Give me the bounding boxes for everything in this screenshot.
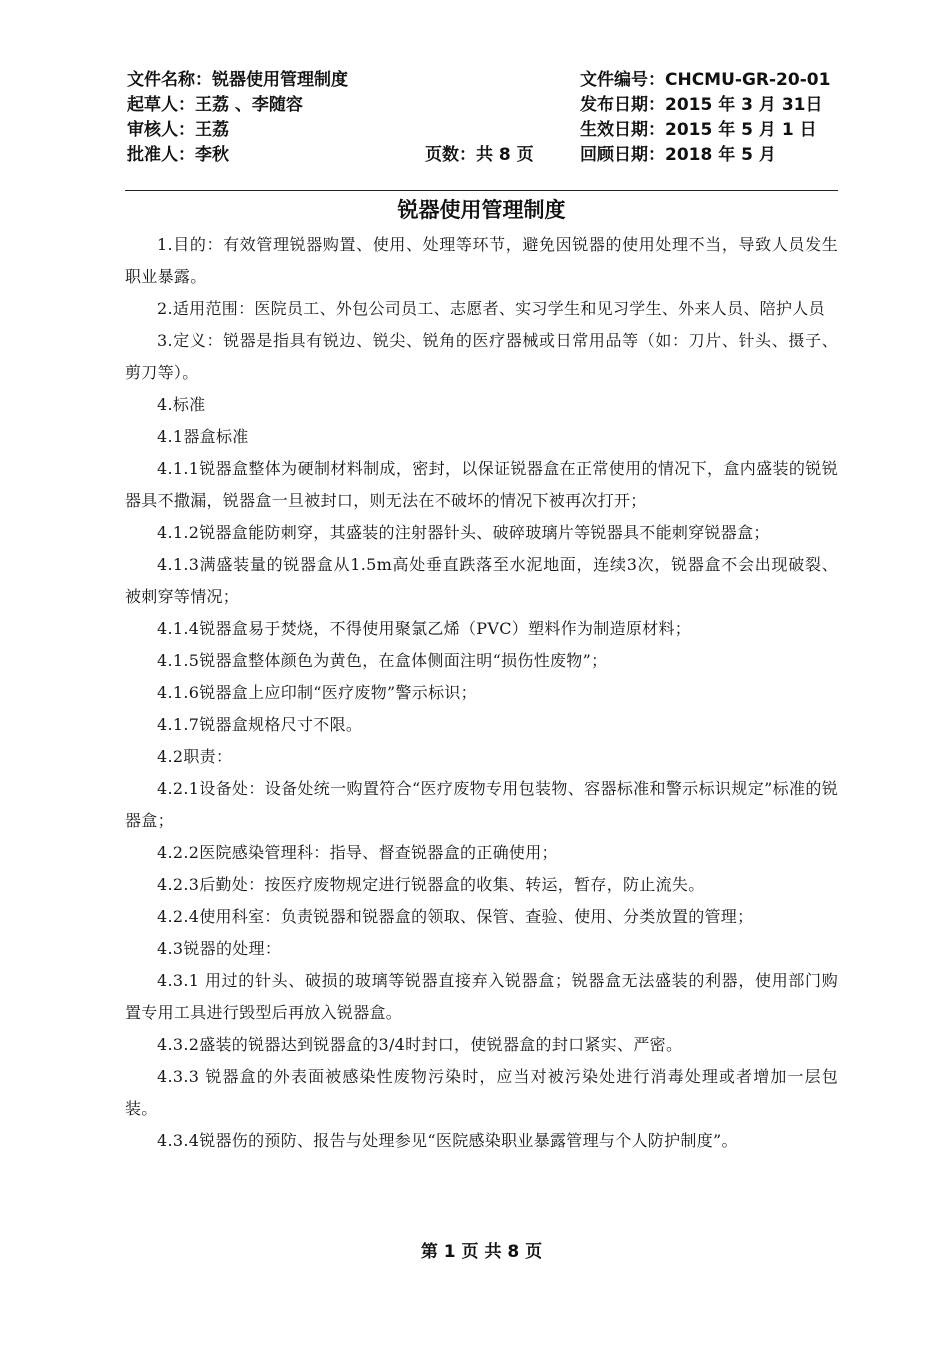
document-body — [125, 229, 838, 1157]
paragraph-definition: 3.定义：锐器是指具有锐边、锐尖、锐角的医疗器械或日常用品等（如：刀片、针头、摄子、剪刀等）。 — [125, 331, 838, 382]
paragraph-4-1-2: 4.1.2锐器盒能防刺穿，其盛装的注射器针头、破碎玻璃片等锐器具不能刺穿锐器盒； — [157, 523, 770, 542]
paragraph-4-1-6: 4.1.6锐器盒上应印制“医疗废物”警示标识； — [157, 683, 477, 702]
paragraph-4-1-1: 4.1.1锐器盒整体为硬制材料制成，密封，以保证锐器盒在正常使用的情况下，盒内盛装的锐锐器具不撒漏，锐器盒一旦被封口，则无法在不破坏的情况下被再次打开； — [125, 459, 838, 510]
paragraph-4-3-4: 4.3.4锐器伤的预防、报告与处理参见“医院感染职业暴露管理与个人防护制度”。 — [157, 1131, 738, 1150]
file-number: 文件编号：CHCMU-GR-20-01 — [580, 70, 831, 90]
file-name: 文件名称：锐器使用管理制度 — [127, 70, 348, 90]
page-count: 页数：共 8 页 — [425, 145, 534, 165]
paragraph-purpose: 1.目的：有效管理锐器购置、使用、处理等环节，避免因锐器的使用处理不当，导致人员发生职业暴露。 — [125, 235, 838, 286]
paragraph-4-2-2: 4.2.2医院感染管理科：指导、督查锐器盒的正确使用； — [157, 843, 558, 862]
paragraph-4-2-1: 4.2.1设备处：设备处统一购置符合“医疗废物专用包装物、容器标准和警示标识规定”标准的锐器盒； — [125, 779, 838, 830]
section-heading-duties: 4.2职责： — [157, 747, 233, 766]
paragraph-4-2-3: 4.2.3后勤处：按医疗废物规定进行锐器盒的收集、转运，暂存，防止流失。 — [157, 875, 705, 894]
approver: 批准人：李秋 — [127, 145, 229, 165]
review-date: 回顾日期：2018 年 5 月 — [580, 145, 776, 165]
section-heading-standard: 4.标准 — [157, 395, 206, 414]
page-footer: 第 1 页 共 8 页 — [420, 1242, 543, 1262]
header-divider — [125, 190, 838, 191]
paragraph-4-1-5: 4.1.5锐器盒整体颜色为黄色，在盒体侧面注明“损伤性废物”； — [157, 651, 608, 670]
section-heading-handling: 4.3锐器的处理： — [157, 939, 282, 958]
paragraph-scope: 2.适用范围：医院员工、外包公司员工、志愿者、实习学生和见习学生、外来人员、陪护人员 — [157, 299, 825, 318]
publish-date: 发布日期：2015 年 3 月 31日 — [580, 95, 823, 115]
paragraph-4-3-3: 4.3.3 锐器盒的外表面被感染性废物污染时，应当对被污染处进行消毒处理或者增加一层包装。 — [125, 1067, 838, 1118]
drafter: 起草人：王荔 、李随容 — [127, 95, 303, 115]
paragraph-4-3-1: 4.3.1 用过的针头、破损的玻璃等锐器直接弃入锐器盒；锐器盒无法盛装的利器，使用部门购置专用工具进行毁型后再放入锐器盒。 — [125, 971, 838, 1022]
paragraph-4-3-2: 4.3.2盛装的锐器达到锐器盒的3/4时封口，使锐器盒的封口紧实、严密。 — [157, 1035, 683, 1054]
paragraph-4-1-3: 4.1.3满盛装量的锐器盒从1.5m高处垂直跌落至水泥地面，连续3次，锐器盒不会出现破裂、被刺穿等情况； — [125, 555, 838, 606]
paragraph-4-1-7: 4.1.7锐器盒规格尺寸不限。 — [157, 715, 363, 734]
document-title: 锐器使用管理制度 — [397, 198, 566, 222]
effective-date: 生效日期：2015 年 5 月 1 日 — [580, 120, 817, 140]
section-heading-box-standard: 4.1器盒标准 — [157, 427, 249, 446]
paragraph-4-2-4: 4.2.4使用科室：负责锐器和锐器盒的领取、保管、查验、使用、分类放置的管理； — [157, 907, 754, 926]
reviewer: 审核人：王荔 — [127, 120, 229, 140]
paragraph-4-1-4: 4.1.4锐器盒易于焚烧，不得使用聚氯乙烯（PVC）塑料作为制造原材料； — [157, 619, 692, 638]
